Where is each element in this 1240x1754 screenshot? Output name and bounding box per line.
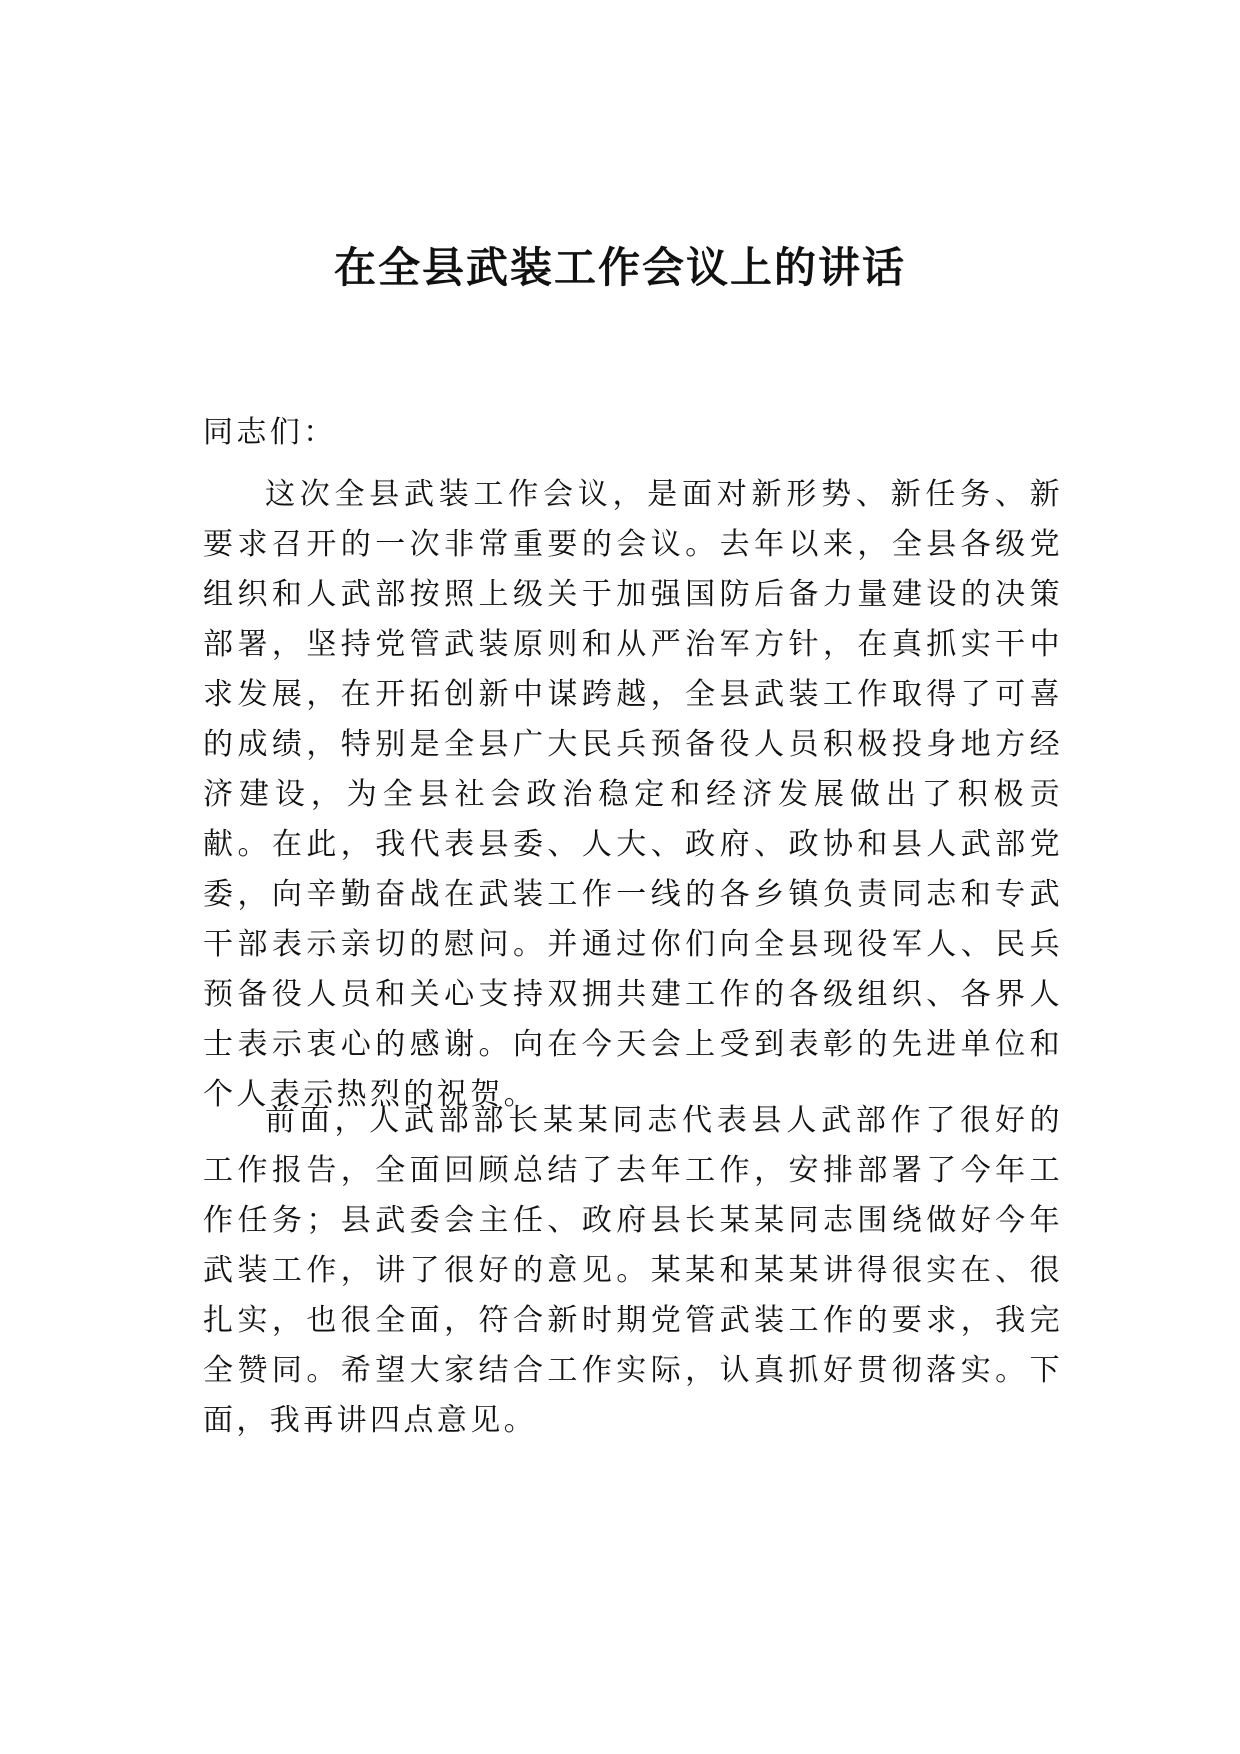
document-title: 在全县武装工作会议上的讲话 [333,243,906,292]
salutation: 同志们： [203,415,337,450]
paragraph-1: 这次全县武装工作会议，是面对新形势、新任务、新要求召开的一次非常重要的会议。去年以来，全县各级党组织和人武部按照上级关于加强国防后备力量建设的决策部署，坚持党管武装原则和从严治军方针，在真抓实干中求发展，在开拓创新中谋跨越，全县武装工作取得了可喜的成绩，特别是全县广大民兵预备役人员积极投身地方经济建设，为全县社会政治稳定和经济发展做出了积极贡献。在此，我代表县委、人大、政府、政协和县人武部党委，向辛勤奋战在武装工作一线的各乡镇负责同志和专武干部表示亲切的慰问。并通过你们向全县现役军人、民兵预备役人员和关心支持双拥共建工作的各级组织、各界人士表示衷心的感谢。向在今天会上受到表彰的先进单位和个人表示热烈的祝贺。 [203,477,1063,1112]
paragraph-2: 前面，人武部部长某某同志代表县人武部作了很好的工作报告，全面回顾总结了去年工作，安排部署了今年工作任务；县武委会主任、政府县长某某同志围绕做好今年武装工作，讲了很好的意见。某某和某某讲得很实在、很扎实，也很全面，符合新时期党管武装工作的要求，我完全赞同。希望大家结合工作实际，认真抓好贯彻落实。下面，我再讲四点意见。 [203,1103,1063,1438]
